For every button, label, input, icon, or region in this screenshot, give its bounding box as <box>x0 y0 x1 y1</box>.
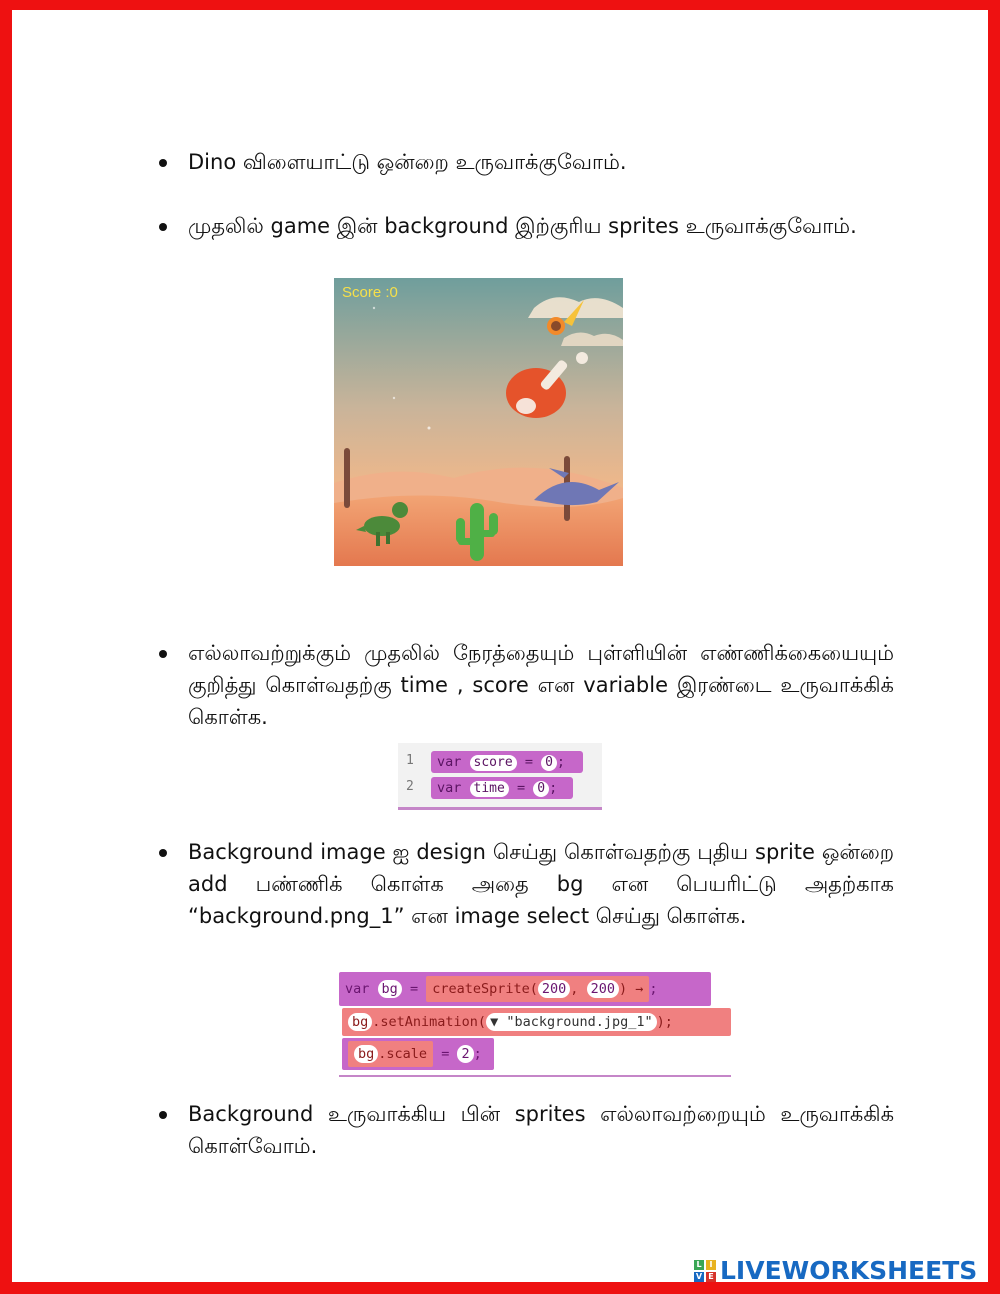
value-pill: 2 <box>457 1045 473 1063</box>
animation-dropdown <box>486 1013 657 1031</box>
dropdown-arrow-icon: ▼ <box>490 1014 499 1030</box>
argument-pill: 200 <box>538 980 570 998</box>
set-animation-block <box>342 1008 731 1036</box>
bg-sprite-code-block <box>339 968 731 1077</box>
bullet-item-4 <box>188 836 894 932</box>
semicolon: ; <box>549 780 558 796</box>
semicolon: ; <box>473 1046 482 1062</box>
operator: = <box>516 780 526 796</box>
comma: , <box>570 981 579 997</box>
keyword: var <box>437 780 462 796</box>
bullet-item-1 <box>188 146 894 178</box>
scale-block <box>342 1038 494 1070</box>
property-name: .scale <box>378 1046 428 1062</box>
create-sprite-call <box>426 976 649 1002</box>
operator: = <box>409 981 419 997</box>
object-pill: bg <box>348 1013 372 1031</box>
scale-property <box>348 1041 433 1067</box>
bullet-text: எல்லாவற்றுக்கும் முதலில் நேரத்தையும் புள்ளியின் எண்ணிக்கையையும் குறித்து கொள்வதற்கு time , score என variable இரண்டை உருவாக்கிக் கொள்க. <box>188 641 894 729</box>
bullet-item-5 <box>188 1098 894 1162</box>
logo-text: LIVEWORKSHEETS <box>720 1256 978 1285</box>
liveworksheets-logo <box>694 1256 977 1285</box>
keyword: var <box>437 754 462 770</box>
score-label: Score :0 <box>342 284 398 301</box>
line-number: 2 <box>406 779 414 794</box>
arrow-icon: → <box>635 981 644 997</box>
keyword: var <box>345 981 370 997</box>
bullet-text: Dino விளையாட்டு ஒன்றை உருவாக்குவோம். <box>188 150 627 174</box>
value-pill: 0 <box>533 781 549 797</box>
bullet-dot <box>159 159 167 167</box>
paren: ); <box>656 1014 673 1030</box>
operator: = <box>524 754 533 770</box>
method-name: .setAnimation( <box>372 1014 487 1030</box>
operator: = <box>441 1046 450 1062</box>
variable-name-pill: bg <box>378 980 402 998</box>
bullet-item-2 <box>188 210 894 242</box>
variables-code-block <box>398 743 602 810</box>
var-score-block <box>431 751 583 773</box>
value-pill: 0 <box>541 755 557 771</box>
line-number: 1 <box>406 753 414 768</box>
create-sprite-block <box>339 972 711 1006</box>
bullet-dot <box>159 650 167 658</box>
bullet-text: முதலில் game இன் background இற்குரிய sprites உருவாக்குவோம். <box>188 214 857 238</box>
logo-tile: V <box>695 1271 703 1281</box>
bullet-item-3 <box>188 637 894 733</box>
bullet-dot <box>159 849 167 857</box>
variable-name-pill: time <box>470 781 509 797</box>
bullet-dot <box>159 223 167 231</box>
bullet-dot <box>159 1111 167 1119</box>
logo-tiles-icon <box>694 1260 716 1282</box>
bullet-text: Background உருவாக்கிய பின் sprites எல்லாவற்றையும் உருவாக்கிக் கொள்வோம். <box>188 1102 894 1158</box>
logo-tile: E <box>706 1272 716 1282</box>
paren: ) <box>618 981 628 997</box>
semicolon: ; <box>649 981 658 997</box>
object-pill: bg <box>354 1045 378 1063</box>
logo-tile: I <box>706 1260 716 1270</box>
bullet-text: Background image ஐ design செய்து கொள்வதற்கு புதிய sprite ஒன்றை add பண்ணிக் கொள்க அதை bg என பெயரிட்டு அதற்காக “background.png_1” என image select செய்து கொள்க. <box>188 840 894 928</box>
function-name: createSprite( <box>432 981 538 997</box>
logo-tile: L <box>694 1260 704 1270</box>
desert-scene-image <box>334 278 623 566</box>
dino-game-illustration <box>334 278 623 566</box>
dropdown-value: "background.jpg_1" <box>506 1014 653 1030</box>
argument-pill: 200 <box>587 980 619 998</box>
variable-name-pill: score <box>470 755 517 771</box>
var-time-block <box>431 777 573 799</box>
semicolon: ; <box>556 754 566 770</box>
